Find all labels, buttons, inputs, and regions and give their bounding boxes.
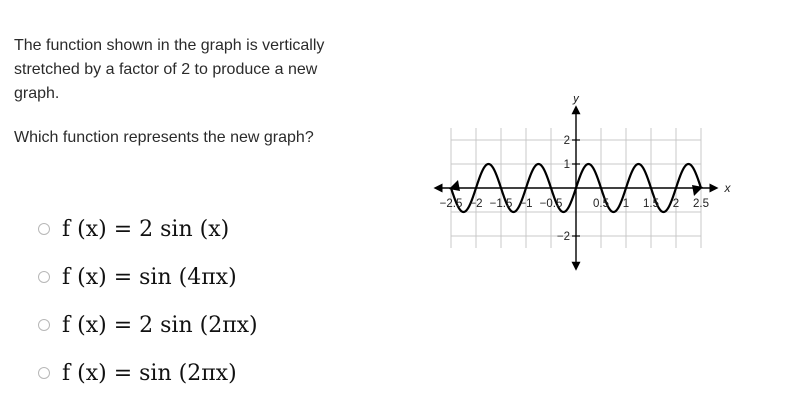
answer-option-4[interactable] <box>38 349 258 397</box>
answer-option-label: f (x) = 2 sin (2πx) <box>62 312 258 338</box>
y-tick-label: 2 <box>563 135 570 147</box>
x-tick-label: −2.5 <box>439 198 463 210</box>
x-axis-label: x <box>724 181 731 195</box>
x-tick-label: −2 <box>469 198 483 210</box>
answer-options <box>38 205 258 397</box>
radio-button[interactable] <box>38 271 50 283</box>
y-tick-label: 1 <box>563 159 570 171</box>
y-tick-label: −2 <box>556 231 570 243</box>
arrow-up-icon <box>572 105 581 114</box>
question-prompt: The function shown in the graph is vertically stretched by a factor of 2 to produce a new graph. <box>14 37 325 102</box>
x-tick-label: 0.5 <box>593 198 609 210</box>
answer-option-3[interactable] <box>38 301 258 349</box>
question-ask: Which function represents the new graph? <box>14 129 314 146</box>
arrow-down-icon <box>572 262 581 271</box>
question-text-block <box>14 34 364 170</box>
x-tick-label: 1.5 <box>643 198 659 210</box>
y-axis-label: y <box>573 96 579 106</box>
radio-button[interactable] <box>38 319 50 331</box>
function-graph <box>424 96 744 272</box>
x-tick-label: 1 <box>622 198 630 210</box>
answer-option-label: f (x) = 2 sin (x) <box>62 216 230 242</box>
x-tick-label: 2.5 <box>693 198 709 210</box>
answer-option-1[interactable] <box>38 205 258 253</box>
x-tick-label: −1.5 <box>489 198 513 210</box>
x-tick-label: 2 <box>672 198 680 210</box>
arrow-left-icon <box>434 184 443 193</box>
arrow-right-icon <box>710 184 719 193</box>
answer-option-label: f (x) = sin (2πx) <box>62 360 237 386</box>
x-tick-label: −1 <box>519 198 533 210</box>
answer-option-label: f (x) = sin (4πx) <box>62 264 237 290</box>
radio-button[interactable] <box>38 223 50 235</box>
x-tick-label: −0.5 <box>539 198 563 210</box>
answer-option-2[interactable] <box>38 253 258 301</box>
radio-button[interactable] <box>38 367 50 379</box>
